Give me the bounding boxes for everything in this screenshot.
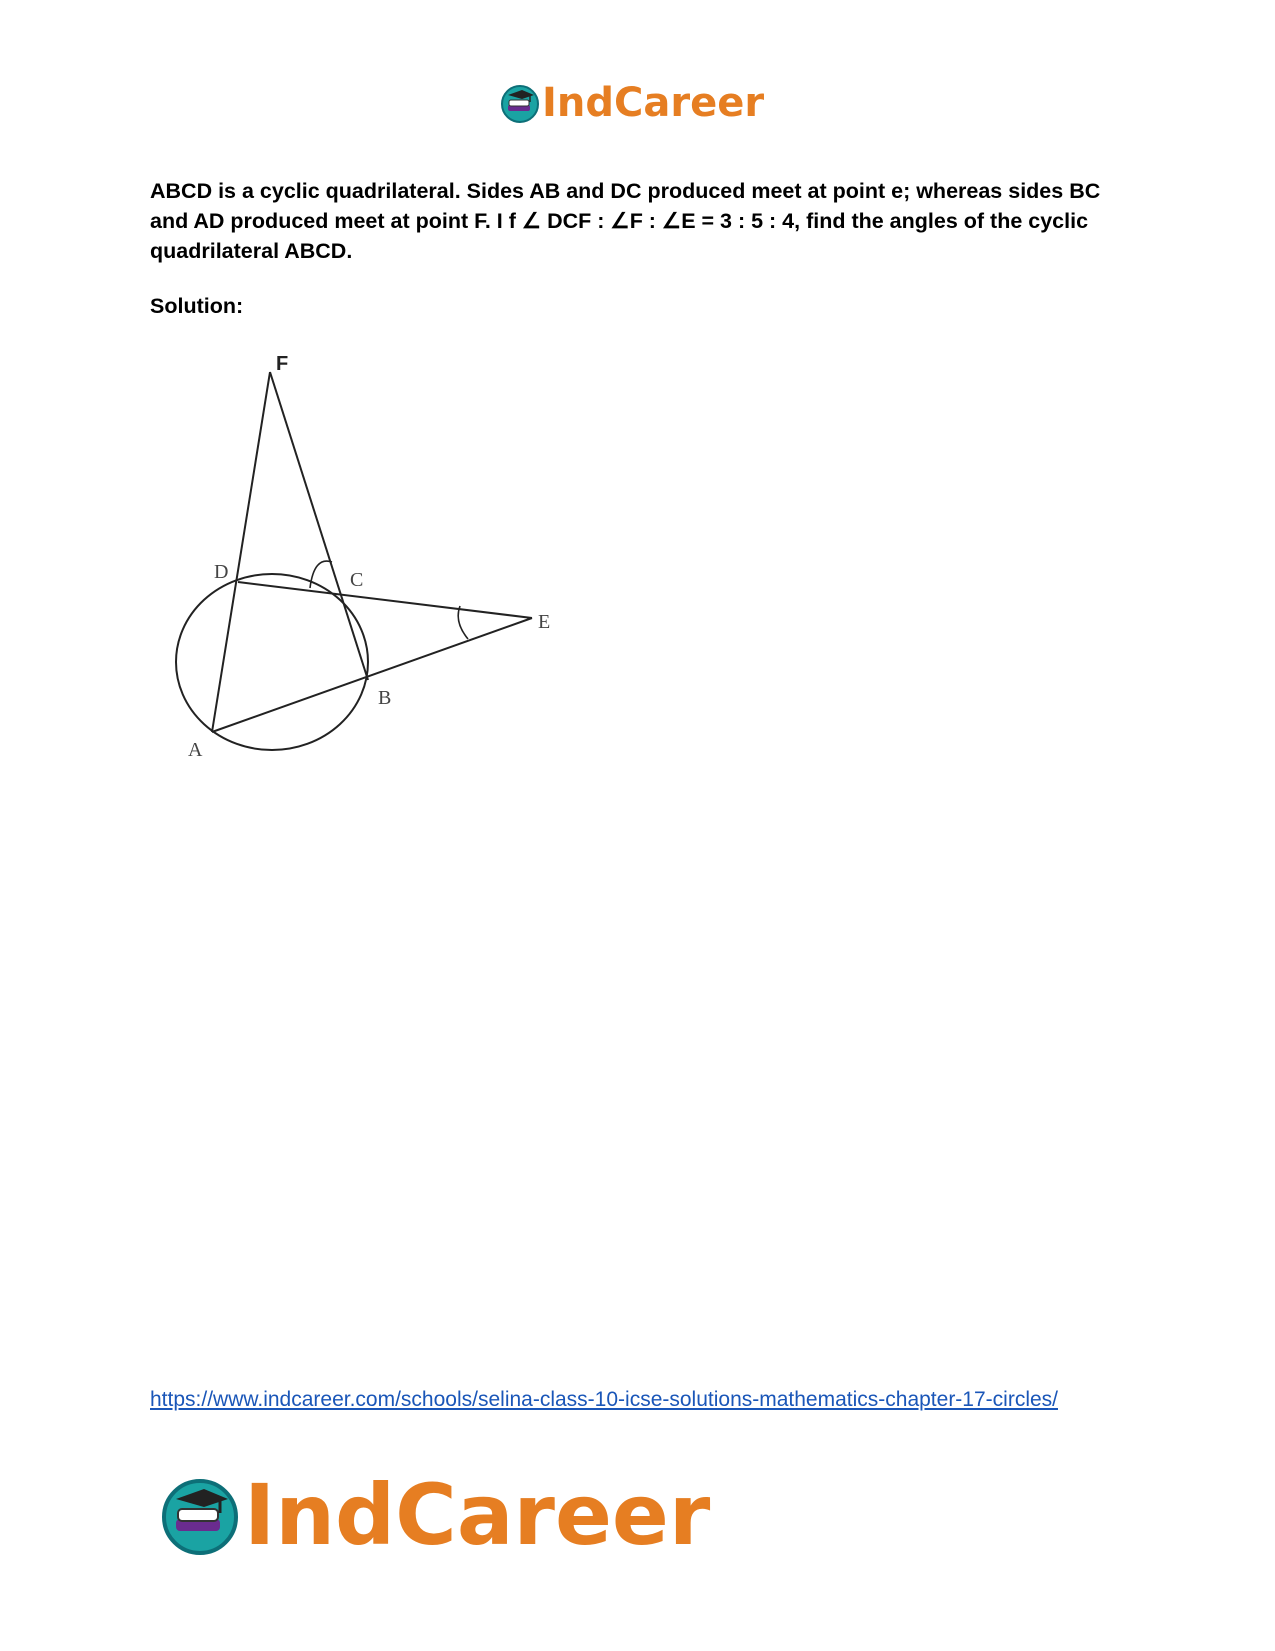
label-E: E bbox=[538, 611, 551, 633]
question-text: ABCD is a cyclic quadrilateral. Sides AB and DC produced meet at point e; whereas sides BC and AD produced meet at point F. I f ∠ DCF : ∠F : ∠E = 3 : 5 : 4, find the angles of the cyclic quadrilateral ABCD. bbox=[150, 179, 1101, 263]
line-FA bbox=[212, 372, 270, 732]
logo-text: IndCareer bbox=[542, 80, 765, 126]
solution-heading: Solution: bbox=[150, 294, 244, 318]
graduation-cap-book-globe-icon bbox=[160, 1475, 240, 1555]
cyclic-quadrilateral-figure bbox=[160, 350, 560, 770]
label-C: C bbox=[350, 569, 364, 591]
angle-arc-C bbox=[310, 561, 332, 588]
circle bbox=[176, 574, 368, 750]
label-F: F bbox=[276, 353, 289, 375]
line-AE bbox=[212, 618, 532, 732]
header-logo bbox=[500, 78, 764, 128]
line-FB bbox=[270, 372, 368, 680]
logo-text: IndCareer bbox=[244, 1466, 711, 1564]
label-A: A bbox=[188, 739, 203, 761]
label-D: D bbox=[214, 561, 229, 583]
source-link[interactable]: https://www.indcareer.com/schools/selina-class-10-icse-solutions-mathematics-chapter-17-circles/ bbox=[150, 1388, 1058, 1411]
graduation-cap-book-globe-icon bbox=[500, 83, 540, 123]
line-DE bbox=[238, 582, 532, 618]
footer-logo bbox=[160, 1466, 711, 1564]
label-B: B bbox=[378, 687, 392, 709]
